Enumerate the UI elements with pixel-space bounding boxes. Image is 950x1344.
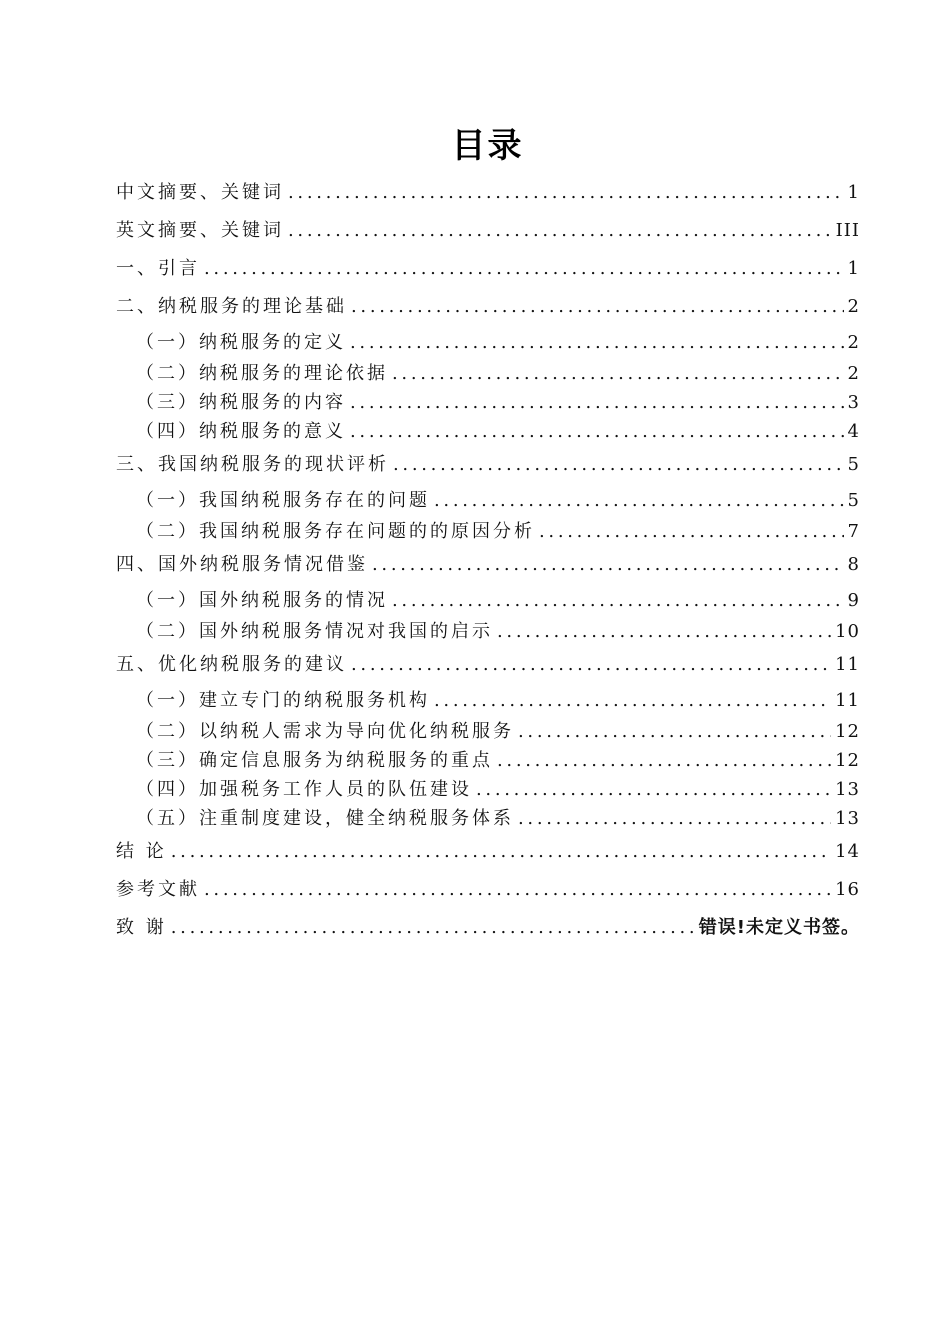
- toc-dot-leader: [497, 746, 831, 775]
- toc-dot-leader: [497, 617, 831, 646]
- table-of-contents: [116, 174, 860, 947]
- toc-entry[interactable]: [116, 359, 860, 388]
- toc-page-number: 1: [847, 182, 860, 203]
- toc-page-number: 12: [835, 721, 860, 742]
- toc-entry[interactable]: [116, 646, 860, 684]
- toc-entry[interactable]: [116, 484, 860, 517]
- toc-dot-leader: [288, 212, 832, 250]
- toc-entry-label: 致 谢: [116, 917, 167, 938]
- toc-dot-leader: [171, 909, 695, 947]
- toc-entry[interactable]: [116, 871, 860, 909]
- toc-entry-label: 一、引言: [116, 258, 200, 279]
- toc-dot-leader: [171, 833, 831, 871]
- toc-entry-label: （二）国外纳税服务情况对我国的启示: [136, 621, 493, 642]
- toc-dot-leader: [372, 546, 844, 584]
- toc-dot-leader: [518, 804, 831, 833]
- toc-page-number: 2: [847, 363, 860, 384]
- toc-entry[interactable]: [116, 546, 860, 584]
- toc-entry-label: （三）确定信息服务为纳税服务的重点: [136, 750, 493, 771]
- toc-entry-label: 中文摘要、关键词: [116, 182, 284, 203]
- toc-entry[interactable]: [116, 684, 860, 717]
- toc-dot-leader: [392, 359, 844, 388]
- toc-page-number: III: [835, 220, 860, 241]
- toc-bookmark-error: 错误!未定义书签。: [698, 917, 860, 938]
- toc-entry[interactable]: [116, 174, 860, 212]
- toc-page-number: 3: [847, 392, 860, 413]
- toc-entry-label: 英文摘要、关键词: [116, 220, 284, 241]
- toc-dot-leader: [434, 684, 831, 717]
- toc-entry[interactable]: [116, 326, 860, 359]
- toc-dot-leader: [350, 326, 844, 359]
- toc-dot-leader: [204, 250, 844, 288]
- toc-entry[interactable]: [116, 746, 860, 775]
- toc-page-number: 5: [847, 490, 860, 511]
- toc-entry[interactable]: [116, 717, 860, 746]
- toc-entry-label: （二）我国纳税服务存在问题的的原因分析: [136, 521, 535, 542]
- toc-entry-label: 结 论: [116, 841, 167, 862]
- toc-page-number: 2: [847, 332, 860, 353]
- toc-page-number: 14: [835, 841, 860, 862]
- toc-entry[interactable]: [116, 775, 860, 804]
- toc-entry[interactable]: [116, 804, 860, 833]
- toc-title: 目录: [451, 126, 524, 166]
- toc-entry[interactable]: [116, 517, 860, 546]
- toc-entry-label: 五、优化纳税服务的建议: [116, 654, 347, 675]
- toc-entry-label: （一）国外纳税服务的情况: [136, 590, 388, 611]
- toc-entry-label: （四）纳税服务的意义: [136, 421, 346, 442]
- toc-entry-label: （一）纳税服务的定义: [136, 332, 346, 353]
- toc-page-number: 12: [835, 750, 860, 771]
- toc-entry-label: 四、国外纳税服务情况借鉴: [116, 554, 368, 575]
- toc-dot-leader: [351, 646, 831, 684]
- toc-dot-leader: [204, 871, 831, 909]
- toc-page-number: 2: [847, 296, 860, 317]
- toc-page-number: 5: [847, 454, 860, 475]
- toc-entry-label: （二）纳税服务的理论依据: [136, 363, 388, 384]
- toc-entry[interactable]: [116, 288, 860, 326]
- toc-dot-leader: [350, 388, 844, 417]
- toc-page-number: 1: [847, 258, 860, 279]
- toc-dot-leader: [539, 517, 844, 546]
- toc-entry[interactable]: [116, 446, 860, 484]
- toc-entry[interactable]: [116, 833, 860, 871]
- toc-entry-label: （四）加强税务工作人员的队伍建设: [136, 779, 472, 800]
- toc-dot-leader: [351, 288, 844, 326]
- toc-entry[interactable]: [116, 250, 860, 288]
- toc-page-number: 11: [835, 654, 860, 675]
- toc-entry[interactable]: [116, 388, 860, 417]
- toc-entry[interactable]: [116, 584, 860, 617]
- toc-entry-label: 二、纳税服务的理论基础: [116, 296, 347, 317]
- toc-dot-leader: [392, 584, 844, 617]
- toc-dot-leader: [476, 775, 831, 804]
- toc-dot-leader: [393, 446, 844, 484]
- toc-page-number: 9: [847, 590, 860, 611]
- toc-page-number: 10: [835, 621, 860, 642]
- toc-page-number: 11: [835, 690, 860, 711]
- toc-page-number: 13: [835, 779, 860, 800]
- toc-dot-leader: [288, 174, 844, 212]
- toc-dot-leader: [434, 484, 844, 517]
- toc-entry-label: （三）纳税服务的内容: [136, 392, 346, 413]
- toc-dot-leader: [350, 417, 844, 446]
- toc-page-number: 16: [835, 879, 860, 900]
- toc-entry[interactable]: [116, 417, 860, 446]
- toc-entry[interactable]: [116, 212, 860, 250]
- toc-entry-label: （二）以纳税人需求为导向优化纳税服务: [136, 721, 514, 742]
- toc-dot-leader: [518, 717, 831, 746]
- toc-entry-label: （一）我国纳税服务存在的问题: [136, 490, 430, 511]
- toc-entry[interactable]: [116, 909, 860, 947]
- toc-page-number: 8: [847, 554, 860, 575]
- toc-entry-label: （五）注重制度建设，健全纳税服务体系: [136, 808, 514, 829]
- toc-entry-label: （一）建立专门的纳税服务机构: [136, 690, 430, 711]
- toc-page-number: 7: [847, 521, 860, 542]
- toc-entry[interactable]: [116, 617, 860, 646]
- toc-page-number: 13: [835, 808, 860, 829]
- toc-page-number: 4: [847, 421, 860, 442]
- toc-entry-label: 三、我国纳税服务的现状评析: [116, 454, 389, 475]
- toc-entry-label: 参考文献: [116, 879, 200, 900]
